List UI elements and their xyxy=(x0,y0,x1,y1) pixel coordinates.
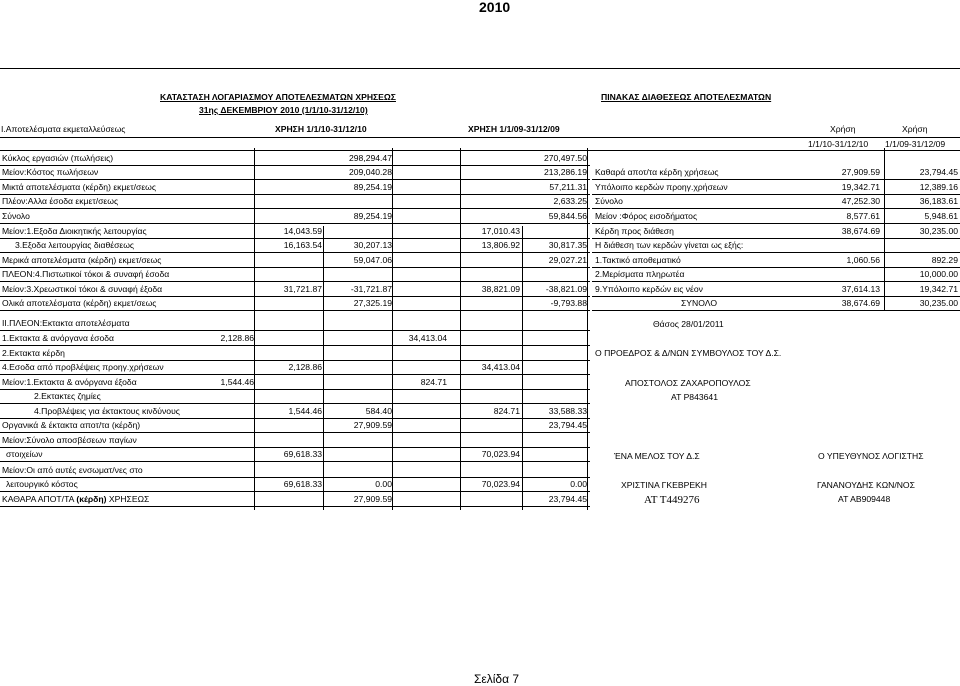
column-rule xyxy=(392,226,393,510)
row-label: 4.Εσοδα από προβλέψεις προηγ.χρήσεων xyxy=(2,362,164,372)
member-title: ΈΝΑ ΜΕΛΟΣ ΤΟΥ Δ.Σ xyxy=(614,451,700,461)
distribution-label: 2.Μερίσματα πληρωτέα xyxy=(595,269,685,279)
distribution-amount-current: 1,060.56 xyxy=(846,255,880,265)
distribution-label: Μείον :Φόρος εισοδήματος xyxy=(595,211,698,221)
row-rule xyxy=(0,389,590,390)
amount-cell: 27,909.59 xyxy=(353,420,392,430)
amount-cell: -9,793.88 xyxy=(550,298,587,308)
distribution-amount-prior: 23,794.45 xyxy=(919,167,958,177)
row-label: ΠΛΕΟΝ:4.Πιστωτικοί τόκοι & συναφή έσοδα xyxy=(2,269,170,279)
amount-cell: 2,128.86 xyxy=(288,362,322,372)
distribution-amount-current: 8,577.61 xyxy=(846,211,880,221)
distribution-amount-prior: 892.29 xyxy=(931,255,958,265)
row-label: λειτουργικό κόστος xyxy=(6,479,78,489)
column-rule xyxy=(392,148,393,230)
row-rule xyxy=(0,345,590,346)
amount-cell: 70,023.94 xyxy=(481,449,520,459)
amount-cell: 69,618.33 xyxy=(283,479,322,489)
column-rule xyxy=(323,226,324,510)
amount-cell: 30,207.13 xyxy=(353,240,392,250)
amount-cell: 70,023.94 xyxy=(481,479,520,489)
row-rule xyxy=(0,165,590,166)
distribution-amount-prior: 36,183.61 xyxy=(919,196,958,206)
row-label: 4.Προβλέψεις για έκτακτους κινδύνους xyxy=(34,406,180,416)
row-label: Μείον:Κόστος πωλήσεων xyxy=(2,167,99,177)
amount-cell: 209,040.28 xyxy=(348,167,392,177)
row-rule xyxy=(0,238,590,239)
amount-cell: 0.00 xyxy=(375,479,392,489)
distribution-label: Κέρδη προς διάθεση xyxy=(595,226,674,236)
row-rule xyxy=(592,179,960,180)
row-label: Μικτά αποτελέσματα (κέρδη) εκμετ/σεως xyxy=(2,182,157,192)
distribution-amount-current: 47,252.30 xyxy=(841,196,880,206)
amount-cell: 584.40 xyxy=(365,406,392,416)
row-label: Ολικά αποτελέσματα (κέρδη) εκμετ/σεως xyxy=(2,298,157,308)
row-rule xyxy=(592,252,960,253)
amount-cell: 23,794.45 xyxy=(548,420,587,430)
amount-cell: 59,047.06 xyxy=(353,255,392,265)
amount-cell: 69,618.33 xyxy=(283,449,322,459)
row-rule xyxy=(0,281,590,282)
amount-cell: 0.00 xyxy=(570,479,587,489)
row-label: ΙΙ.ΠΛΕΟΝ:Εκτακτα αποτελέσματα xyxy=(2,318,130,328)
column-rule xyxy=(522,226,523,510)
top-rule xyxy=(0,68,960,69)
distribution-label: 9.Υπόλοιπο κερδών εις νέον xyxy=(595,284,703,294)
row-rule xyxy=(0,491,590,492)
amount-cell: 298,294.47 xyxy=(348,153,392,163)
distribution-label: Η διάθεση των κερδών γίνεται ως εξής: xyxy=(595,240,744,250)
amount-cell: 27,909.59 xyxy=(353,494,392,504)
row-label: Κύκλος εργασιών (πωλήσεις) xyxy=(2,153,114,163)
distribution-amount-prior: 19,342.71 xyxy=(919,284,958,294)
row-label: 1.Εκτακτα & ανόργανα έσοδα xyxy=(2,333,114,343)
amount-cell: 270,497.50 xyxy=(543,153,587,163)
row-rule xyxy=(592,267,960,268)
row-label: 2.Εκτακτες ζημίες xyxy=(34,391,101,401)
chairman-title: Ο ΠΡΟΕΔΡΟΣ & Δ/ΝΩΝ ΣΥΜΒΟΥΛΟΣ ΤΟΥ Δ.Σ. xyxy=(595,348,782,358)
row-label: 3.Εξοδα λειτουργίας διαθέσεως xyxy=(15,240,135,250)
row-rule xyxy=(0,461,590,462)
amount-cell: 1,544.46 xyxy=(288,406,322,416)
amount-cell: 30,817.35 xyxy=(548,240,587,250)
amount-cell: 13,806.92 xyxy=(481,240,520,250)
row-rule xyxy=(0,252,590,253)
amount-cell: 38,821.09 xyxy=(481,284,520,294)
row-rule xyxy=(0,360,590,361)
row-rule xyxy=(0,137,960,138)
row-rule xyxy=(0,506,590,507)
chairman-name: ΑΠΟΣΤΟΛΟΣ ΖΑΧΑΡΟΠΟΥΛΟΣ xyxy=(625,378,751,388)
amount-cell: 59,844.56 xyxy=(548,211,587,221)
page-number: Σελίδα 7 xyxy=(474,672,520,686)
distribution-amount-prior: 30,235.00 xyxy=(919,298,958,308)
distribution-title: ΠΙΝΑΚΑΣ ΔΙΑΘΕΣΕΩΣ ΑΠΟΤΕΛΕΣΜΑΤΩΝ xyxy=(601,92,772,102)
row-label: Μείον:1.Εξοδα Διοικητικής λειτουργίας xyxy=(2,226,147,236)
row-rule xyxy=(592,238,960,239)
right-column-header-1: Χρήση xyxy=(830,124,856,134)
row-label-tail: ΧΡΗΣΕΩΣ xyxy=(106,494,150,504)
row-label: ΚΑΘΑΡΑ ΑΠΟΤ/ΤΑ (κέρδη) ΧΡΗΣΕΩΣ xyxy=(2,494,150,504)
statement-title: ΚΑΤΑΣΤΑΣΗ ΛΟΓΑΡΙΑΣΜΟΥ ΑΠΟΤΕΛΕΣΜΑΤΩΝ ΧΡΗΣΕΩΣ xyxy=(160,92,396,102)
amount-cell: 34,413.04 xyxy=(408,333,447,343)
distribution-label: Σύνολο xyxy=(595,196,623,206)
row-label: Μείον:3.Χρεωστικοί τόκοι & συναφή έξοδα xyxy=(2,284,163,294)
amount-cell: 89,254.19 xyxy=(353,211,392,221)
column-rule xyxy=(884,148,885,310)
amount-cell: 17,010.43 xyxy=(481,226,520,236)
distribution-label: Υπόλοιπο κερδών προηγ.χρήσεων xyxy=(595,182,728,192)
distribution-amount-current: 19,342.71 xyxy=(841,182,880,192)
row-rule xyxy=(0,432,590,433)
accountant-id: ΑΤ ΑΒ909448 xyxy=(838,494,891,504)
column-rule xyxy=(254,148,255,230)
amount-cell: 2,633.25 xyxy=(553,196,587,206)
row-rule xyxy=(0,477,590,478)
distribution-label: 1.Τακτικό αποθεματικό xyxy=(595,255,681,265)
distribution-label: ΣΥΝΟΛΟ xyxy=(681,298,718,308)
column-rule xyxy=(460,226,461,510)
row-rule xyxy=(592,194,960,195)
row-rule xyxy=(0,208,590,209)
amount-cell: 57,211.31 xyxy=(549,182,587,192)
right-column-period-1: 1/1/10-31/12/10 xyxy=(808,139,869,149)
column-header-prior: ΧΡΗΣΗ 1/1/09-31/12/09 xyxy=(468,124,560,134)
row-label: 2.Εκτακτα κέρδη xyxy=(2,348,65,358)
row-rule xyxy=(0,447,590,448)
distribution-amount-current: 27,909.59 xyxy=(841,167,880,177)
row-rule xyxy=(0,179,590,180)
member-name: ΧΡΙΣΤΙΝΑ ΓΚΕΒΡΕΚΗ xyxy=(621,480,707,490)
year-heading: 2010 xyxy=(479,0,511,15)
row-rule xyxy=(0,310,590,311)
accountant-title: Ο ΥΠΕΥΘΥΝΟΣ ΛΟΓΙΣΤΗΣ xyxy=(818,451,924,461)
row-label: Σύνολο xyxy=(2,211,30,221)
row-label: Μερικά αποτελέσματα (κέρδη) εκμετ/σεως xyxy=(2,255,162,265)
row-label-emphasis: (κέρδη) xyxy=(76,494,107,504)
right-column-period-2: 1/1/09-31/12/09 xyxy=(885,139,946,149)
member-id: ΑΤ Τ449276 xyxy=(644,494,700,506)
row-rule xyxy=(592,208,960,209)
place-date: Θάσος 28/01/2011 xyxy=(653,319,724,329)
amount-cell: 31,721.87 xyxy=(283,284,322,294)
distribution-amount-prior: 12,389.16 xyxy=(919,182,958,192)
amount-cell: -38,821.09 xyxy=(545,284,587,294)
row-rule xyxy=(0,296,590,297)
amount-cell: 23,794.45 xyxy=(548,494,587,504)
row-label: Πλέον:Αλλα έσοδα εκμετ/σεως xyxy=(2,196,119,206)
accountant-name: ΓΑΝΑΝΟΥΔΗΣ ΚΩΝ/ΝΟΣ xyxy=(817,480,915,490)
distribution-label: Καθαρά αποτ/τα κέρδη χρήσεως xyxy=(595,167,719,177)
row-label: στοιχείων xyxy=(6,449,43,459)
amount-cell: 824.71 xyxy=(493,406,520,416)
column-rule xyxy=(254,226,255,510)
row-rule xyxy=(0,418,590,419)
amount-cell: 824.71 xyxy=(420,377,447,387)
row-label: Οργανικά & έκτακτα αποτ/τα (κέρδη) xyxy=(2,420,141,430)
row-rule xyxy=(0,223,590,224)
distribution-amount-current: 38,674.69 xyxy=(841,298,880,308)
amount-cell: 2,128.86 xyxy=(220,333,254,343)
amount-cell: 33,588.33 xyxy=(548,406,587,416)
amount-cell: 14,043.59 xyxy=(283,226,322,236)
distribution-amount-prior: 10,000.00 xyxy=(919,269,958,279)
column-rule xyxy=(587,226,588,510)
section-title: Ι.Αποτελέσματα εκμεταλλεύσεως xyxy=(1,124,126,134)
row-rule xyxy=(0,403,590,404)
column-header-current: ΧΡΗΣΗ 1/1/10-31/12/10 xyxy=(275,124,367,134)
chairman-id: ΑΤ Ρ843641 xyxy=(671,392,718,402)
amount-cell: 27,325.19 xyxy=(353,298,392,308)
amount-cell: 1,544.46 xyxy=(220,377,254,387)
amount-cell: 89,254.19 xyxy=(353,182,392,192)
amount-cell: 34,413.04 xyxy=(481,362,520,372)
distribution-amount-prior: 30,235.00 xyxy=(919,226,958,236)
row-label: Μείον:1.Εκτακτα & ανόργανα έξοδα xyxy=(2,377,137,387)
row-rule xyxy=(0,194,590,195)
amount-cell: 29,027.21 xyxy=(548,255,587,265)
distribution-amount-current: 38,674.69 xyxy=(841,226,880,236)
amount-cell: 16,163.54 xyxy=(283,240,322,250)
row-rule xyxy=(592,281,960,282)
row-rule xyxy=(0,374,590,375)
row-label: Μείον:Οι από αυτές ενσωματ/νες στο xyxy=(2,465,143,475)
amount-cell: 213,286.19 xyxy=(543,167,587,177)
row-rule xyxy=(0,267,590,268)
row-rule xyxy=(592,310,960,311)
column-rule xyxy=(587,148,588,230)
row-rule xyxy=(0,330,590,331)
row-label: Μείον:Σύνολο αποσβέσεων παγίων xyxy=(2,435,137,445)
distribution-amount-current: 37,614.13 xyxy=(841,284,880,294)
right-column-header-2: Χρήση xyxy=(902,124,928,134)
column-rule xyxy=(460,148,461,230)
distribution-amount-prior: 5,948.61 xyxy=(924,211,958,221)
amount-cell: -31,721.87 xyxy=(350,284,392,294)
row-rule xyxy=(0,150,960,151)
statement-subtitle: 31ης ΔΕΚΕΜΒΡΙΟΥ 2010 (1/1/10-31/12/10) xyxy=(199,105,368,115)
row-rule xyxy=(592,296,960,297)
row-rule xyxy=(592,223,960,224)
